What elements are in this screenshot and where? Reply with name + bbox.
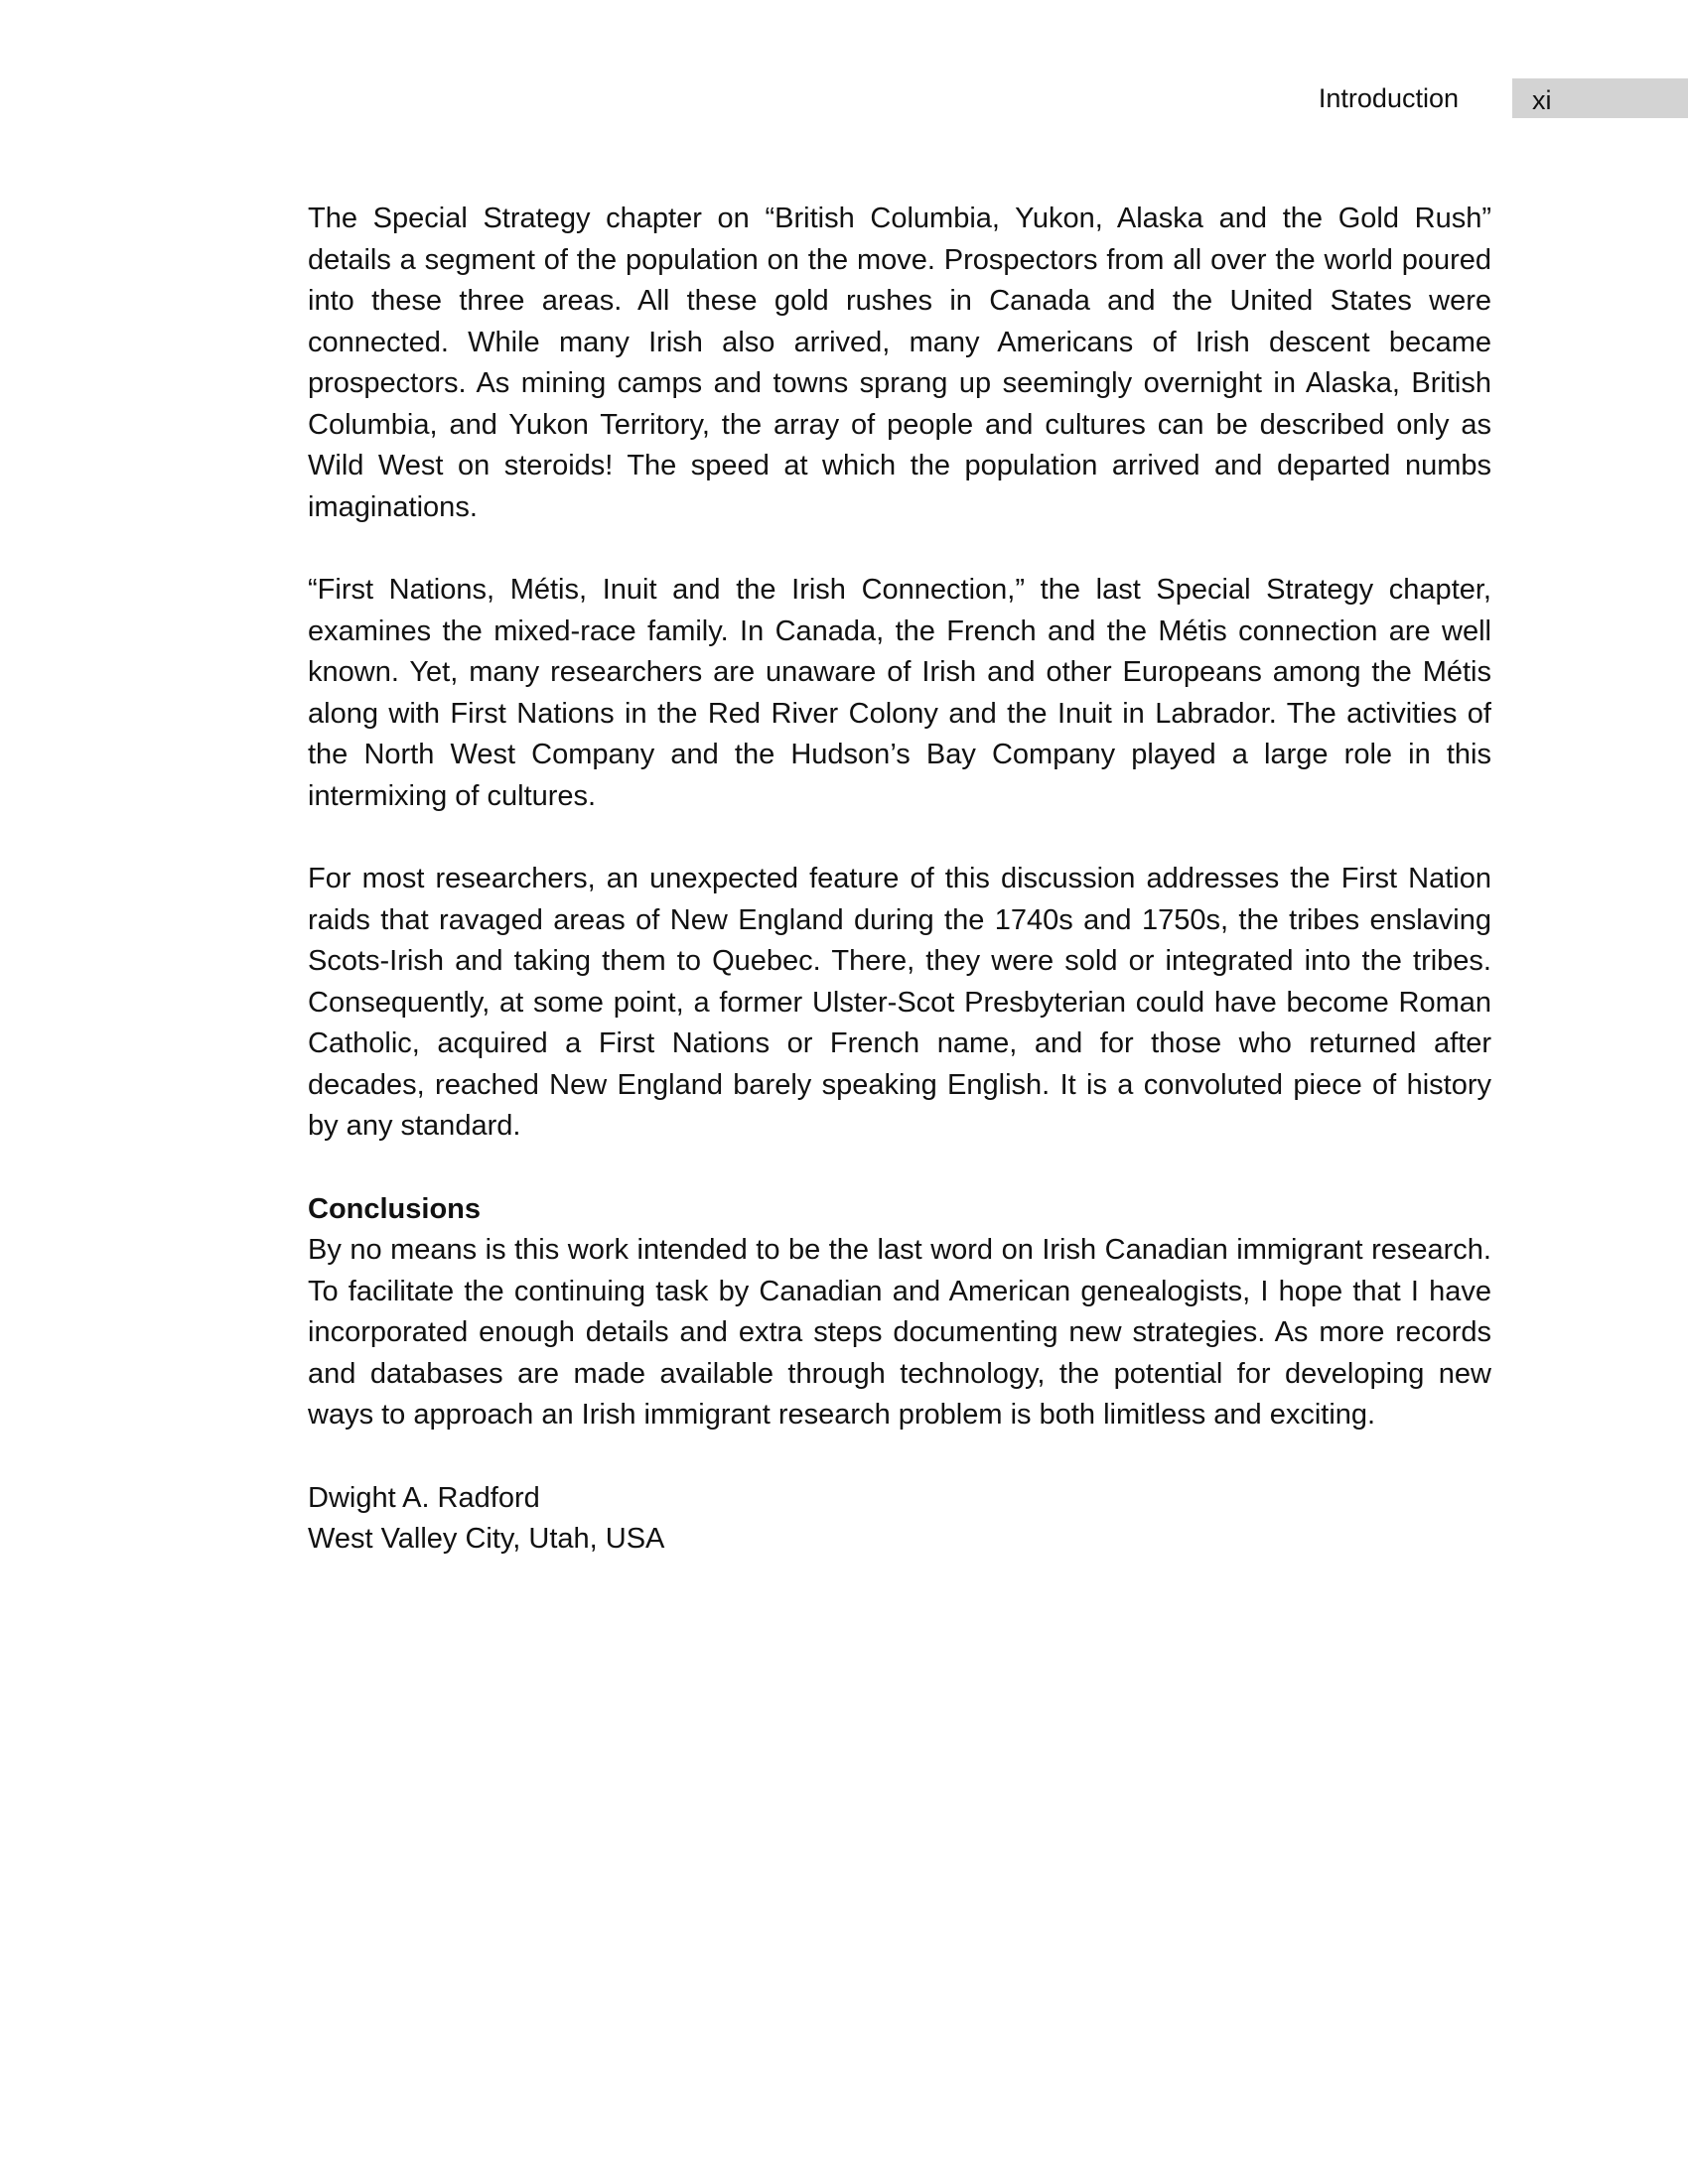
- header-section-title: Introduction: [1318, 83, 1459, 113]
- conclusions-heading: Conclusions: [308, 1192, 482, 1225]
- page-body: [308, 199, 1491, 1561]
- paragraph-first-nations: “First Nations, Métis, Inuit and the Irish Connection,” the last Special Strategy chapter, examines the mixed-race family. In Canada, the French and the Métis connection are well known. Yet, many researchers are unaware of Irish and other Europeans among the Métis along with First Nations in the Red River Colony and the Inuit in Labrador. The activities of the North West Company and the Hudson’s Bay Company played a large role in this intermixing of cultures.: [308, 574, 1491, 812]
- page-number-tab: [1512, 78, 1688, 118]
- author-location: West Valley City, Utah, USA: [308, 1523, 665, 1555]
- paragraph-new-england-raids: For most researchers, an unexpected feature of this discussion addresses the First Nation raids that ravaged areas of New England during the 1740s and 1750s, the tribes enslaving Scots-Irish and taking them to Quebec. There, they were sold or integrated into the tribes. Consequently, at some point, a former Ulster-Scot Presbyterian could have become Roman Catholic, acquired a First Nations or French name, and for those who returned after decades, reached New England barely speaking English. It is a convoluted piece of history by any standard.: [308, 863, 1491, 1142]
- page-number: xi: [1532, 85, 1552, 115]
- author-name: Dwight A. Radford: [308, 1481, 540, 1514]
- paragraph-gold-rush: The Special Strategy chapter on “British Columbia, Yukon, Alaska and the Gold Rush” details a segment of the population on the move. Prospectors from all over the world poured into these three areas. All these gold rushes in Canada and the United States were connected. While many Irish also arrived, many Americans of Irish descent became prospectors. As mining camps and towns sprang up seemingly overnight in Alaska, British Columbia, and Yukon Territory, the array of people and cultures can be described only as Wild West on steroids! The speed at which the population arrived and departed numbs imaginations.: [308, 203, 1491, 523]
- author-signature: [308, 1478, 1491, 1561]
- conclusions-paragraph: By no means is this work intended to be the last word on Irish Canadian immigrant research. To facilitate the continuing task by Canadian and American genealogists, I hope that I have incorporated enough details and extra steps documenting new strategies. As more records and databases are made available through technology, the potential for developing new ways to approach an Irish immigrant research problem is both limitless and exciting.: [308, 1234, 1491, 1431]
- running-header: [0, 78, 1688, 118]
